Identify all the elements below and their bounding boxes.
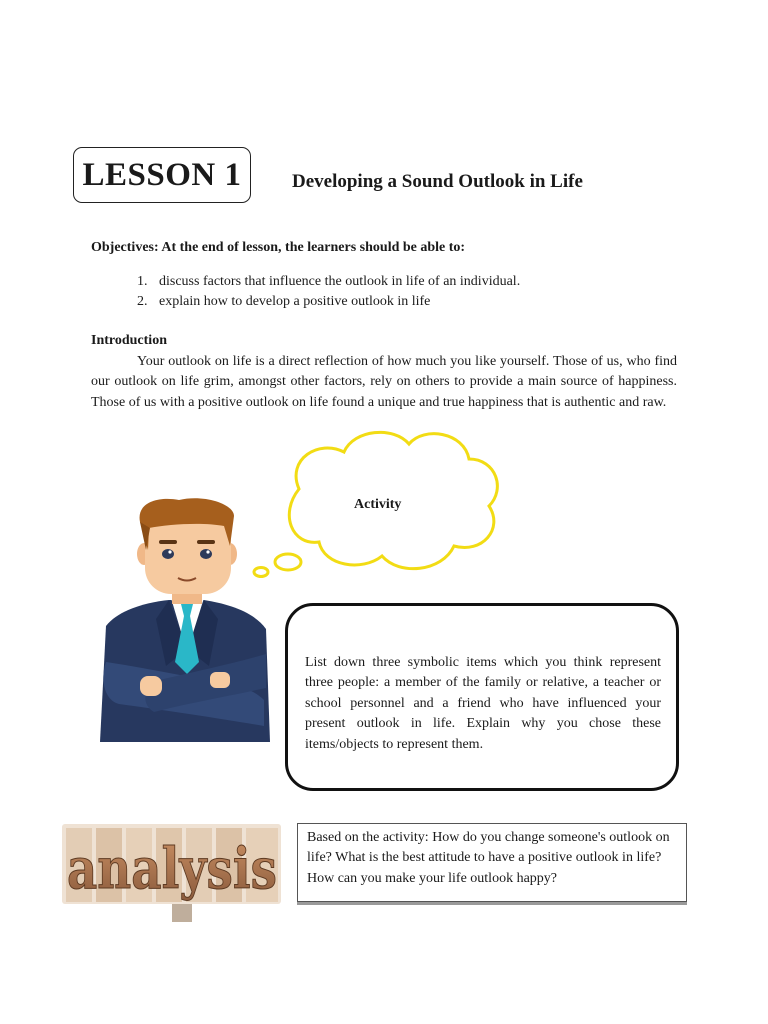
objective-item — [137, 274, 520, 290]
objectives-heading: Objectives: At the end of lesson, the learners should be able to: — [91, 240, 466, 255]
activity-instructions-box — [285, 603, 679, 791]
activity-instructions-text: List down three symbolic items which you think represent three people: a member of the family or relative, a teacher or school personnel and a friend who have influenced your present outlook in life. Explain why you chose these items/objects to represent them. — [305, 655, 661, 752]
objective-text: discuss factors that influence the outlook in life of an individual. — [159, 274, 521, 289]
objective-item — [137, 294, 430, 310]
businessman-figure — [100, 498, 270, 742]
objective-number: 2. — [137, 294, 148, 309]
analysis-question-text: Based on the activity: How do you change someone's outlook on life? What is the best attitude to have a positive outlook in life? How can you make your life outlook happy? — [307, 830, 670, 886]
lesson-title: Developing a Sound Outlook in Life — [292, 171, 583, 192]
activity-label: Activity — [354, 497, 402, 512]
lesson-label: LESSON 1 — [82, 156, 242, 193]
analysis-question-box — [297, 823, 687, 902]
analysis-word: analysis — [67, 836, 277, 902]
introduction-paragraph: Your outlook on life is a direct reflection of how much you like yourself. Those of us, who find our outlook on life grim, amongst other factors, rely on others to provide a main source of happiness. Those of us with a positive outlook on life found a unique and true happiness that is authentic and raw. — [91, 354, 677, 410]
lesson-number-box — [73, 147, 251, 203]
introduction-heading: Introduction — [91, 333, 167, 348]
objective-number: 1. — [137, 274, 148, 289]
analysis-letterpress-image — [60, 818, 285, 928]
objective-text: explain how to develop a positive outlook in life — [159, 294, 431, 309]
